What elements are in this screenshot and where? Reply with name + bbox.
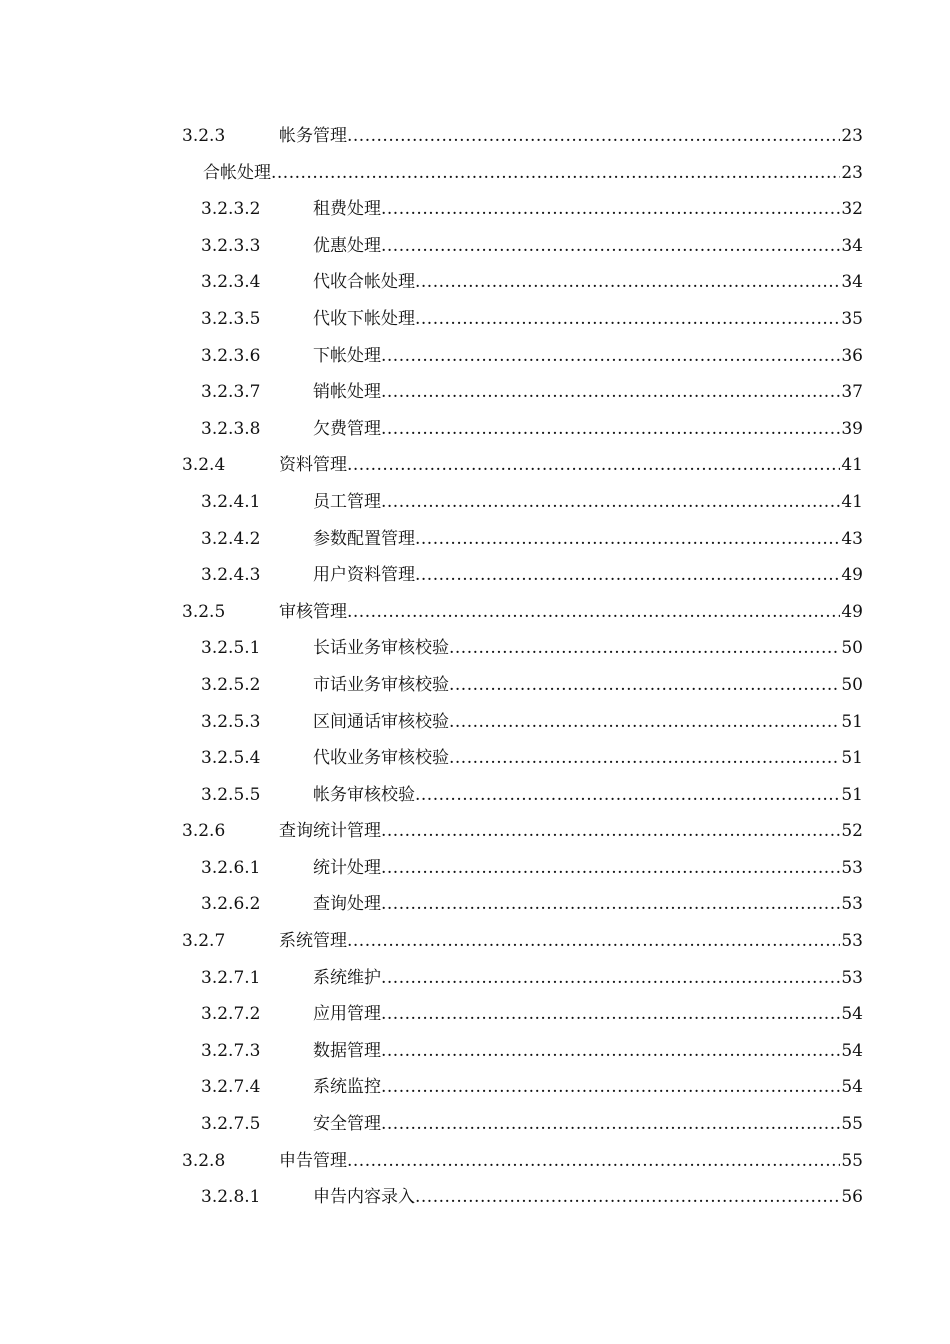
toc-entry[interactable] xyxy=(0,301,950,338)
toc-entry-line xyxy=(313,630,863,667)
toc-entry-page-number: 23 xyxy=(841,126,863,146)
toc-entry[interactable] xyxy=(0,960,950,997)
toc-entry-number: 3.2.5.3 xyxy=(201,711,261,732)
toc-entry[interactable] xyxy=(0,155,950,192)
toc-entry-title: 租费处理 xyxy=(313,199,381,220)
dot-leader xyxy=(381,411,840,448)
dot-leader xyxy=(381,228,840,265)
toc-entry-line xyxy=(313,777,863,814)
toc-entry-number: 3.2.4.3 xyxy=(201,565,261,586)
toc-entry-title: 长话业务审核校验 xyxy=(313,638,449,659)
toc-entry-line xyxy=(313,264,863,301)
toc-entry-line xyxy=(313,850,863,887)
toc-entry-number: 3.2.7.2 xyxy=(201,1004,261,1025)
toc-entry-line xyxy=(313,960,863,997)
dot-leader xyxy=(415,301,840,338)
dot-leader xyxy=(381,1069,840,1106)
toc-entry-title: 查询处理 xyxy=(313,894,381,915)
toc-entry-number: 3.2.5.2 xyxy=(201,674,261,695)
toc-entry-number: 3.2.8.1 xyxy=(201,1187,261,1208)
dot-leader xyxy=(449,740,840,777)
toc-entry-line xyxy=(313,704,863,741)
toc-entry[interactable] xyxy=(0,630,950,667)
toc-entry-title: 资料管理 xyxy=(279,455,347,476)
dot-leader xyxy=(347,923,840,960)
toc-entry-page-number: 53 xyxy=(841,857,863,878)
toc-entry-page-number: 36 xyxy=(841,345,863,366)
toc-entry[interactable] xyxy=(0,411,950,448)
toc-entry-number: 3.2.7 xyxy=(182,931,226,952)
dot-leader xyxy=(415,264,840,301)
toc-entry-title: 市话业务审核校验 xyxy=(313,674,449,695)
toc-entry[interactable] xyxy=(0,740,950,777)
toc-entry-page-number: 54 xyxy=(841,1004,863,1025)
toc-entry-number: 3.2.3.8 xyxy=(201,418,261,439)
toc-entry-number: 3.2.3.2 xyxy=(201,199,261,220)
dot-leader xyxy=(415,557,840,594)
toc-entry-number: 3.2.4 xyxy=(182,455,226,476)
toc-entry[interactable] xyxy=(0,923,950,960)
toc-entry-title: 帐务管理 xyxy=(279,126,347,146)
toc-entry-number: 3.2.4.2 xyxy=(201,528,261,549)
dot-leader xyxy=(381,886,840,923)
toc-entry-line xyxy=(279,813,863,850)
toc-entry[interactable] xyxy=(0,118,950,155)
toc-entry-line xyxy=(313,740,863,777)
toc-entry-line xyxy=(313,374,863,411)
toc-entry-line xyxy=(313,301,863,338)
dot-leader xyxy=(381,850,840,887)
toc-entry-page-number: 23 xyxy=(841,162,863,183)
toc-entry-title: 系统管理 xyxy=(279,931,347,952)
toc-entry-page-number: 55 xyxy=(841,1150,863,1171)
toc-entry-title: 代收合帐处理 xyxy=(313,272,415,293)
toc-entry-title: 员工管理 xyxy=(313,491,381,512)
toc-entry-title: 查询统计管理 xyxy=(279,821,381,842)
dot-leader xyxy=(381,374,840,411)
toc-entry-number: 3.2.3.3 xyxy=(201,235,261,256)
toc-entry-title: 审核管理 xyxy=(279,601,347,622)
dot-leader xyxy=(381,813,840,850)
toc-entry-title: 安全管理 xyxy=(313,1114,381,1135)
dot-leader xyxy=(347,118,840,155)
toc-entry-line xyxy=(313,1179,863,1216)
toc-entry-number: 3.2.6.2 xyxy=(201,894,261,915)
toc-entry-page-number: 51 xyxy=(841,784,863,805)
toc-entry-page-number: 54 xyxy=(841,1040,863,1061)
toc-entry-line xyxy=(279,594,863,631)
toc-entry-page-number: 53 xyxy=(841,967,863,988)
toc-entry-page-number: 52 xyxy=(841,821,863,842)
toc-entry-line xyxy=(313,411,863,448)
toc-entry-page-number: 37 xyxy=(841,382,863,403)
toc-entry-number: 3.2.7.5 xyxy=(201,1114,261,1135)
dot-leader xyxy=(381,484,840,521)
toc-entry-line xyxy=(313,484,863,521)
toc-entry[interactable] xyxy=(0,557,950,594)
dot-leader xyxy=(347,447,840,484)
toc-entry-page-number: 39 xyxy=(841,418,863,439)
toc-entry-title: 统计处理 xyxy=(313,857,381,878)
dot-leader xyxy=(415,521,840,558)
toc-entry[interactable] xyxy=(0,704,950,741)
toc-entry-page-number: 49 xyxy=(841,601,863,622)
dot-leader xyxy=(381,1106,840,1143)
toc-entry-page-number: 34 xyxy=(841,235,863,256)
toc-entry[interactable] xyxy=(0,228,950,265)
toc-entry-title: 销帐处理 xyxy=(313,382,381,403)
toc-entry-number: 3.2.6 xyxy=(182,821,226,842)
dot-leader xyxy=(381,960,840,997)
toc-entry-number: 3.2.8 xyxy=(182,1150,226,1171)
toc-entry-title: 代收业务审核校验 xyxy=(313,748,449,769)
toc-entry-title: 代收下帐处理 xyxy=(313,308,415,329)
toc-entry-page-number: 41 xyxy=(841,491,863,512)
toc-entry[interactable] xyxy=(0,886,950,923)
toc-entry[interactable] xyxy=(0,1033,950,1070)
toc-entry-line xyxy=(313,557,863,594)
toc-entry-title: 下帐处理 xyxy=(313,345,381,366)
dot-leader xyxy=(381,996,840,1033)
toc-entry-line xyxy=(313,996,863,1033)
toc-entry-line xyxy=(279,118,863,155)
toc-entry-page-number: 32 xyxy=(841,199,863,220)
toc-entry-title: 系统监控 xyxy=(313,1077,381,1098)
toc-entry-page-number: 53 xyxy=(841,894,863,915)
toc-entry[interactable] xyxy=(0,191,950,228)
toc-entry-line xyxy=(313,1106,863,1143)
toc-entry[interactable] xyxy=(0,777,950,814)
toc-entry[interactable] xyxy=(0,484,950,521)
dot-leader xyxy=(347,594,840,631)
dot-leader xyxy=(381,191,840,228)
dot-leader xyxy=(381,338,840,375)
dot-leader xyxy=(381,1033,840,1070)
toc-entry-number: 3.2.4.1 xyxy=(201,491,261,512)
dot-leader xyxy=(415,1179,840,1216)
toc-entry-line xyxy=(203,155,863,192)
toc-entry-page-number: 43 xyxy=(841,528,863,549)
toc-entry-number: 3.2.7.3 xyxy=(201,1040,261,1061)
toc-entry-title: 应用管理 xyxy=(313,1004,381,1025)
toc-entry[interactable] xyxy=(0,594,950,631)
toc-entry[interactable] xyxy=(0,447,950,484)
dot-leader xyxy=(449,704,840,741)
toc-entry-page-number: 56 xyxy=(841,1187,863,1208)
toc-entry-line xyxy=(279,1143,863,1180)
toc-entry-number: 3.2.5 xyxy=(182,601,226,622)
toc-entry-line xyxy=(313,228,863,265)
table-of-contents xyxy=(0,118,950,1216)
toc-entry-number: 3.2.6.1 xyxy=(201,857,261,878)
toc-entry-title: 合帐处理 xyxy=(203,162,271,183)
toc-entry-title: 用户资料管理 xyxy=(313,565,415,586)
toc-entry-line xyxy=(279,923,863,960)
toc-entry-title: 申告管理 xyxy=(279,1150,347,1171)
toc-entry-page-number: 34 xyxy=(841,272,863,293)
toc-entry-number: 3.2.3.5 xyxy=(201,308,261,329)
toc-entry-page-number: 50 xyxy=(841,638,863,659)
dot-leader xyxy=(449,630,840,667)
toc-entry-line xyxy=(313,191,863,228)
toc-entry-number: 3.2.3.4 xyxy=(201,272,261,293)
toc-entry[interactable] xyxy=(0,1106,950,1143)
toc-entry-page-number: 53 xyxy=(841,931,863,952)
toc-entry-number: 3.2.7.4 xyxy=(201,1077,261,1098)
toc-entry-number: 3.2.3.6 xyxy=(201,345,261,366)
toc-entry-title: 区间通话审核校验 xyxy=(313,711,449,732)
dot-leader xyxy=(347,1143,840,1180)
toc-entry-line xyxy=(313,1069,863,1106)
toc-entry[interactable] xyxy=(0,813,950,850)
toc-entry-page-number: 51 xyxy=(841,711,863,732)
toc-entry[interactable] xyxy=(0,1069,950,1106)
toc-entry-title: 系统维护 xyxy=(313,967,381,988)
toc-entry-page-number: 50 xyxy=(841,674,863,695)
toc-entry[interactable] xyxy=(0,996,950,1033)
toc-entry-number: 3.2.7.1 xyxy=(201,967,261,988)
toc-entry-number: 3.2.5.4 xyxy=(201,748,261,769)
toc-entry-title: 数据管理 xyxy=(313,1040,381,1061)
toc-entry-title: 欠费管理 xyxy=(313,418,381,439)
toc-entry-title: 申告内容录入 xyxy=(313,1187,415,1208)
dot-leader xyxy=(271,155,840,192)
toc-entry-line xyxy=(313,1033,863,1070)
toc-entry[interactable] xyxy=(0,1143,950,1180)
toc-entry-number: 3.2.3.7 xyxy=(201,382,261,403)
dot-leader xyxy=(415,777,840,814)
toc-entry-line xyxy=(313,667,863,704)
toc-entry-page-number: 41 xyxy=(841,455,863,476)
toc-entry-title: 参数配置管理 xyxy=(313,528,415,549)
toc-entry[interactable] xyxy=(0,374,950,411)
toc-entry-page-number: 49 xyxy=(841,565,863,586)
toc-entry-page-number: 55 xyxy=(841,1114,863,1135)
toc-entry-line xyxy=(279,447,863,484)
toc-entry[interactable] xyxy=(0,850,950,887)
toc-entry[interactable] xyxy=(0,521,950,558)
toc-entry-line xyxy=(313,521,863,558)
toc-entry[interactable] xyxy=(0,338,950,375)
toc-entry-line xyxy=(313,338,863,375)
toc-entry-number: 3.2.3 xyxy=(182,126,226,146)
toc-entry-title: 优惠处理 xyxy=(313,235,381,256)
toc-entry-title: 帐务审核校验 xyxy=(313,784,415,805)
toc-entry-page-number: 54 xyxy=(841,1077,863,1098)
toc-entry-line xyxy=(313,886,863,923)
toc-entry-page-number: 35 xyxy=(841,308,863,329)
toc-entry-number: 3.2.5.5 xyxy=(201,784,261,805)
dot-leader xyxy=(449,667,840,704)
toc-entry-page-number: 51 xyxy=(841,748,863,769)
toc-entry-number: 3.2.5.1 xyxy=(201,638,261,659)
toc-entry[interactable] xyxy=(0,264,950,301)
toc-entry[interactable] xyxy=(0,1179,950,1216)
toc-entry[interactable] xyxy=(0,667,950,704)
